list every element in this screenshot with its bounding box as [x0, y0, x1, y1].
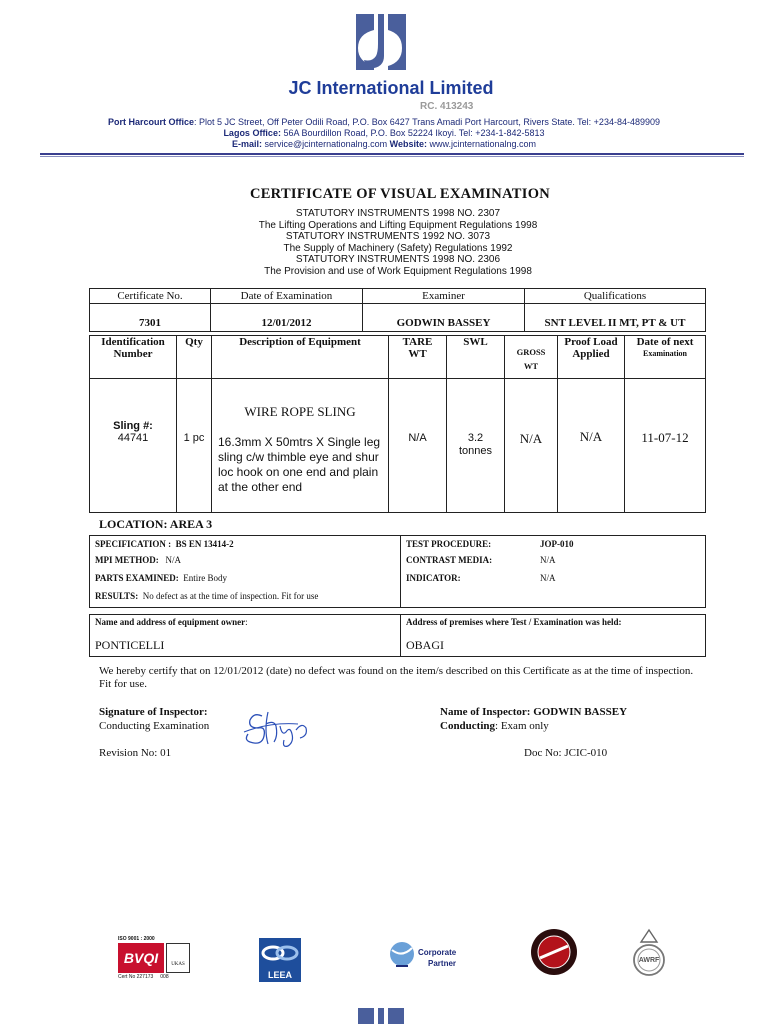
cert-no-value: 7301 — [90, 304, 211, 332]
gross-header — [505, 336, 558, 379]
premises-label: Address of premises where Test / Examination was held: — [406, 617, 622, 627]
email-link[interactable]: service@jcinternationalng.com — [261, 139, 390, 149]
specification-table — [89, 535, 706, 608]
spec-row — [95, 538, 395, 551]
swl-cell — [447, 379, 505, 513]
proof-header-line: Applied — [572, 348, 610, 360]
leea-chain-icon — [259, 938, 301, 968]
corporate-partner-logo — [388, 936, 470, 980]
awrf-emblem-icon — [627, 924, 671, 980]
equipment-name: WIRE ROPE SLING — [244, 404, 356, 419]
mpi-row — [95, 551, 395, 569]
contrast-row — [406, 551, 700, 569]
swl-header: SWL — [447, 336, 505, 379]
qty-header: Qty — [177, 336, 212, 379]
qualifications-value: SNT LEVEL II MT, PT & UT — [525, 304, 706, 332]
statute-line: STATUTORY INSTRUMENTS 1998 NO. 2307 — [295, 208, 501, 219]
indicator-row — [406, 569, 700, 587]
email-label: E-mail: — [231, 139, 262, 149]
indicator-value: N/A — [540, 573, 556, 583]
tare-cell: N/A — [389, 379, 447, 513]
inspector-signature — [240, 706, 312, 750]
tare-header-line: WT — [408, 348, 427, 360]
port-harcourt-address — [0, 117, 768, 127]
footer-company-logo — [350, 1004, 412, 1024]
location-label: LOCATION: AREA 3 — [99, 517, 213, 531]
awrf-logo — [627, 924, 671, 980]
mpi-label: MPI METHOD: — [95, 555, 159, 565]
tare-header — [389, 336, 447, 379]
table-row — [90, 379, 706, 513]
parts-row — [95, 569, 395, 587]
next-header-line: Date of next — [636, 336, 694, 348]
sling-label: Sling #: — [113, 420, 153, 432]
next-exam-cell: 11-07-12 — [625, 379, 706, 513]
registration-number: RC. 413243 — [420, 101, 474, 112]
leea-logo — [259, 938, 301, 982]
signature-block — [99, 705, 209, 733]
company-name: JC International Limited — [288, 78, 494, 98]
premises-value: OBAGI — [406, 638, 444, 652]
exam-date-header: Date of Examination — [211, 289, 363, 304]
tare-header-line: TARE — [402, 336, 433, 348]
qualifications-header: Qualifications — [525, 289, 706, 304]
owner-table — [89, 614, 706, 657]
globe-icon — [388, 936, 416, 976]
gross-header-line: GROSS — [516, 347, 546, 357]
proof-cell: N/A — [558, 379, 625, 513]
equipment-table — [89, 335, 706, 513]
id-header-line: Number — [113, 348, 153, 360]
results-row — [95, 587, 395, 605]
owner-value: PONTICELLI — [95, 638, 165, 652]
owner-cell — [90, 615, 401, 657]
spec-right-cell — [401, 536, 706, 608]
equipment-description: 16.3mm X 50mtrs X Single leg sling c/w thimble eye and shur loc hook on one end and plain at the other end — [218, 435, 381, 494]
inspector-name-label: Name of Inspector: — [440, 706, 531, 718]
spec-label: SPECIFICATION : — [95, 539, 172, 549]
procedure-label: TEST PROCEDURE: — [406, 539, 492, 549]
proof-load-header — [558, 336, 625, 379]
proof-header-line: Proof Load — [564, 336, 618, 348]
statute-line: The Provision and use of Work Equipment Regulations 1998 — [264, 265, 532, 277]
id-cell — [90, 379, 177, 513]
statute-line: The Lifting Operations and Lifting Equipment Regulations 1998 — [258, 219, 538, 231]
examiner-header: Examiner — [363, 289, 525, 304]
parts-label: PARTS EXAMINED: — [95, 573, 179, 583]
gross-header-line: WT — [523, 361, 539, 371]
swl-value: 3.2 tonnes — [458, 432, 493, 457]
header-rule — [40, 153, 744, 155]
statutes-block — [0, 208, 768, 278]
awrf-text: AWRF — [638, 957, 660, 964]
statute-line: STATUTORY INSTRUMENTS 1992 NO. 3073 — [285, 231, 491, 243]
next-exam-header — [625, 336, 706, 379]
certification-statement: We hereby certify that on 12/01/2012 (date) no defect was found on the item/s described on this Certificate as at the time of inspection. Fit for use. — [99, 665, 694, 690]
website-label: Website: — [389, 139, 427, 149]
cert-number-row: Cert No 227173 008 — [118, 974, 169, 980]
inspector-name-row — [440, 705, 627, 719]
contrast-label: CONTRAST MEDIA: — [406, 555, 493, 565]
description-cell — [212, 379, 389, 513]
lagos-label: Lagos Office: — [223, 128, 281, 138]
certificate-info-table — [89, 288, 706, 332]
lagos-address — [0, 128, 768, 138]
parts-value: Entire Body — [183, 573, 228, 583]
procedure-row — [406, 538, 700, 551]
inspector-name-value: GODWIN BASSEY — [530, 706, 628, 718]
leea-text: LEEA — [259, 968, 301, 982]
bvqi-mark: BVQI — [118, 943, 164, 973]
indicator-label: INDICATOR: — [406, 573, 461, 583]
corporate-text: Corporate — [418, 948, 457, 957]
lagos-address-text: 56A Bourdillon Road, P.O. Box 52224 Ikoyi. Tel: +234-1-842-5813 — [280, 128, 545, 138]
next-header-line: Examination — [642, 349, 687, 358]
signature-label: Signature of Inspector: — [99, 706, 208, 718]
document-number: Doc No: JCIC-010 — [524, 747, 608, 759]
spec-value: BS EN 13414-2 — [175, 539, 234, 549]
ph-label: Port Harcourt Office — [107, 117, 194, 127]
cert-no-header: Certificate No. — [90, 289, 211, 304]
company-logo — [348, 10, 414, 74]
spec-left-cell — [90, 536, 401, 608]
conducting-row — [440, 719, 627, 733]
results-label: RESULTS: — [95, 591, 139, 601]
inspector-block — [440, 705, 627, 733]
results-value: No defect as at the time of inspection. Fit for use — [142, 591, 319, 601]
iso-label: ISO 9001 : 2000 — [118, 936, 155, 942]
signature-sublabel: Conducting Examination — [99, 720, 210, 732]
ukas-mark: UKAS — [166, 943, 190, 973]
gross-cell: N/A — [505, 379, 558, 513]
certificate-title: CERTIFICATE OF VISUAL EXAMINATION — [249, 186, 551, 202]
description-header: Description of Equipment — [212, 336, 389, 379]
exam-date-value: 12/01/2012 — [211, 304, 363, 332]
seal-logo — [530, 928, 578, 976]
procedure-value: JOP-010 — [540, 539, 574, 549]
qty-cell: 1 pc — [177, 379, 212, 513]
iso-bvqi-logo — [118, 936, 192, 982]
mpi-value: N/A — [165, 555, 181, 565]
ph-address: : Plot 5 JC Street, Off Peter Odili Road, P.O. Box 6427 Trans Amadi Port Harcourt, Rivers State. Tel: +234-84-489909 — [194, 117, 660, 127]
id-header-line: Identification — [101, 336, 165, 348]
statute-line: STATUTORY INSTRUMENTS 1998 NO. 2306 — [295, 254, 501, 266]
website-link[interactable]: www.jcinternationalng.com — [427, 139, 537, 149]
id-header — [90, 336, 177, 379]
owner-label: Name and address of equipment owner: — [95, 617, 248, 627]
contact-line — [0, 139, 768, 149]
header-rule-thin — [40, 156, 744, 157]
contrast-value: N/A — [540, 555, 556, 565]
sling-number: 44741 — [117, 432, 149, 444]
statute-line: The Supply of Machinery (Safety) Regulations 1992 — [283, 242, 513, 254]
conducting-value: : Exam only — [495, 720, 549, 732]
revision-number: Revision No: 01 — [99, 747, 172, 759]
conducting-label: Conducting — [440, 720, 496, 732]
premises-cell — [401, 615, 706, 657]
partner-text: Partner — [428, 959, 457, 968]
examiner-value: GODWIN BASSEY — [363, 304, 525, 332]
